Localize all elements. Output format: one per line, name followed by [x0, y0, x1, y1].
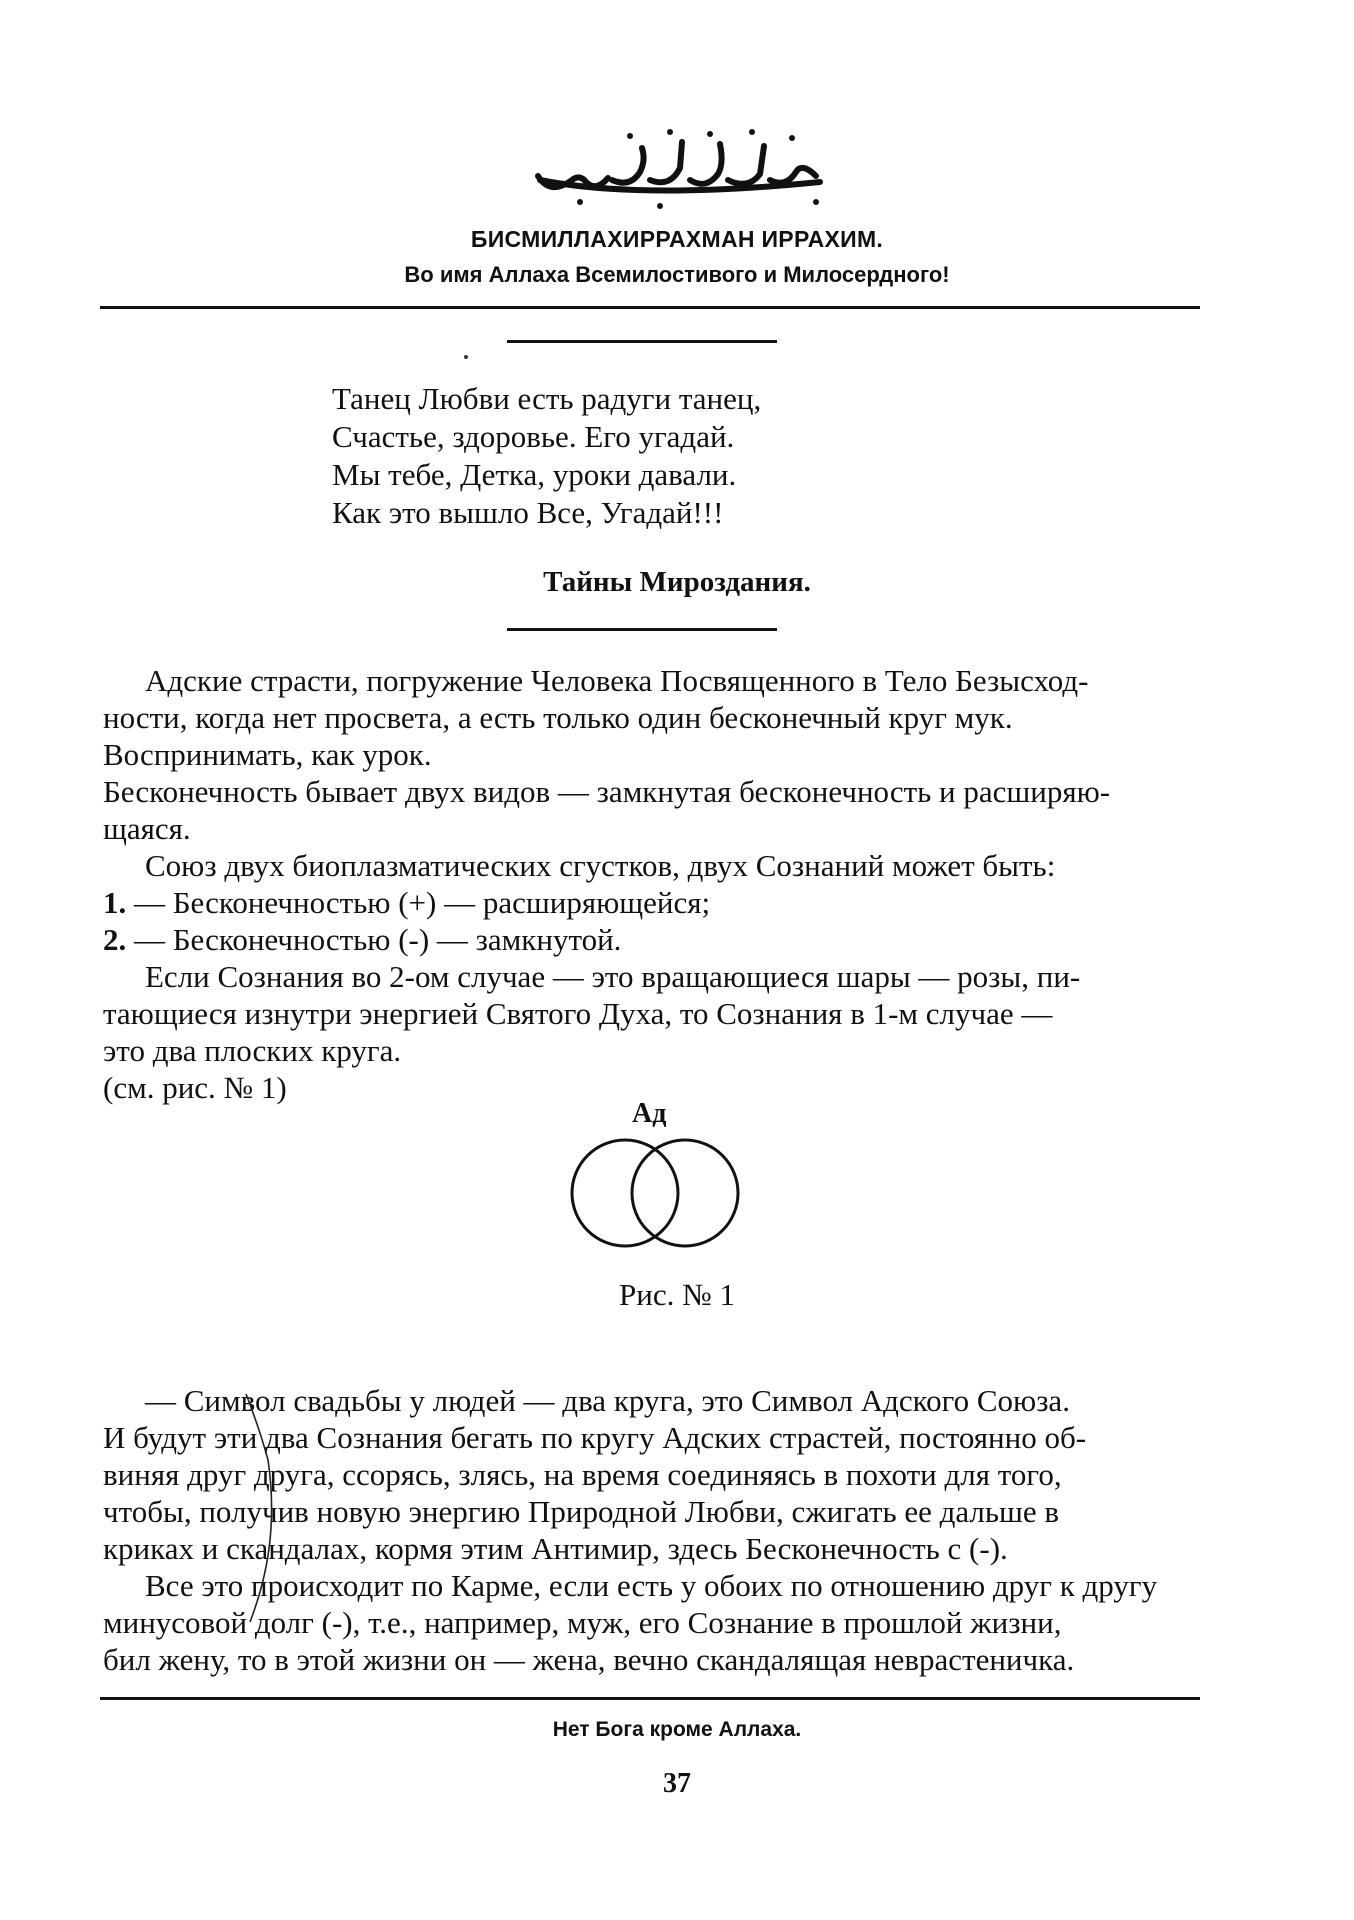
text-line: криках и скандалах, кормя этим Антимир, здесь Бесконечность с (-). — [103, 1531, 1008, 1566]
text-line: — Символ свадьбы у людей — два круга, это Символ Адского Союза. — [145, 1383, 1070, 1418]
bismillah-calligraphy — [520, 118, 840, 213]
body-text — [103, 662, 1203, 1106]
pen-mark — [240, 1390, 280, 1630]
header-subtitle: Во имя Аллаха Всемилостивого и Милосердного! — [404, 262, 950, 287]
section-divider — [507, 628, 777, 631]
left-circle — [572, 1140, 678, 1246]
text-line: Если Сознания во 2-ом случае — это вращающиеся шары — розы, пи- — [145, 959, 1081, 994]
list-number: 2. — [103, 922, 127, 957]
right-circle — [632, 1140, 738, 1246]
section-title: Тайны Мироздания. — [543, 566, 811, 598]
list-number: 1. — [103, 885, 127, 920]
poem-line: Как это вышло Все, Угадай!!! — [332, 495, 724, 530]
text-line: минусовой долг (-), т.е., например, муж, его Сознание в прошлой жизни, — [103, 1605, 1062, 1640]
text-line: виняя друг друга, ссорясь, злясь, на время соединяясь в похоти для того, — [103, 1457, 1062, 1492]
text-line: бил жену, то в этой жизни он — жена, вечно скандалящая неврастеничка. — [103, 1642, 1075, 1677]
footer-text: Нет Бога кроме Аллаха. — [552, 1718, 802, 1741]
poem-line: Счастье, здоровье. Его угадай. — [332, 419, 735, 454]
text-line: щаяся. — [103, 811, 191, 846]
poem-line: Мы тебе, Детка, уроки давали. — [332, 457, 737, 492]
text-line: тающиеся изнутри энергией Святого Духа, то Сознания в 1-м случае — — [103, 996, 1053, 1031]
text-line: ности, когда нет просвета, а есть только один бесконечный круг мук. — [103, 700, 1013, 735]
text-line: И будут эти два Сознания бегать по кругу Адских страстей, постоянно об- — [103, 1420, 1087, 1455]
list-item — [103, 921, 1203, 958]
text-line: Все это происходит по Карме, если есть у обоих по отношению друг к другу — [145, 1568, 1158, 1603]
text-line: чтобы, получив новую энергию Природной Любви, сжигать ее дальше в — [103, 1494, 1060, 1529]
text-line: Воспринимать, как урок. — [103, 737, 432, 772]
list-text: — Бесконечностью (-) — замкнутой. — [134, 922, 622, 957]
header-divider — [100, 306, 1200, 309]
list-item — [103, 884, 1203, 921]
poem — [332, 380, 761, 532]
text-line: Союз двух биоплазматических сгустков, двух Сознаний может быть: — [145, 848, 1056, 883]
poem-top-divider — [507, 340, 777, 343]
speck — [464, 355, 468, 359]
page-number: 37 — [663, 1768, 691, 1799]
header-title: БИСМИЛЛАХИРРАХМАН ИРРАХИМ. — [470, 226, 884, 252]
text-line: (см. рис. № 1) — [103, 1070, 287, 1105]
figure-label: Ад — [632, 1098, 667, 1129]
text-line: это два плоских круга. — [103, 1033, 402, 1068]
figure-caption: Рис. № 1 — [619, 1277, 735, 1312]
text-line: Адские страсти, погружение Человека Посвященного в Тело Безысход- — [145, 663, 1089, 698]
poem-line: Танец Любви есть радуги танец, — [332, 381, 762, 416]
footer-divider — [100, 1697, 1200, 1700]
text-line: Бесконечность бывает двух видов — замкнутая бесконечность и расширяю- — [103, 774, 1111, 809]
list-text: — Бесконечностью (+) — расширяющейся; — [134, 885, 711, 920]
two-circles-figure — [555, 1128, 755, 1258]
